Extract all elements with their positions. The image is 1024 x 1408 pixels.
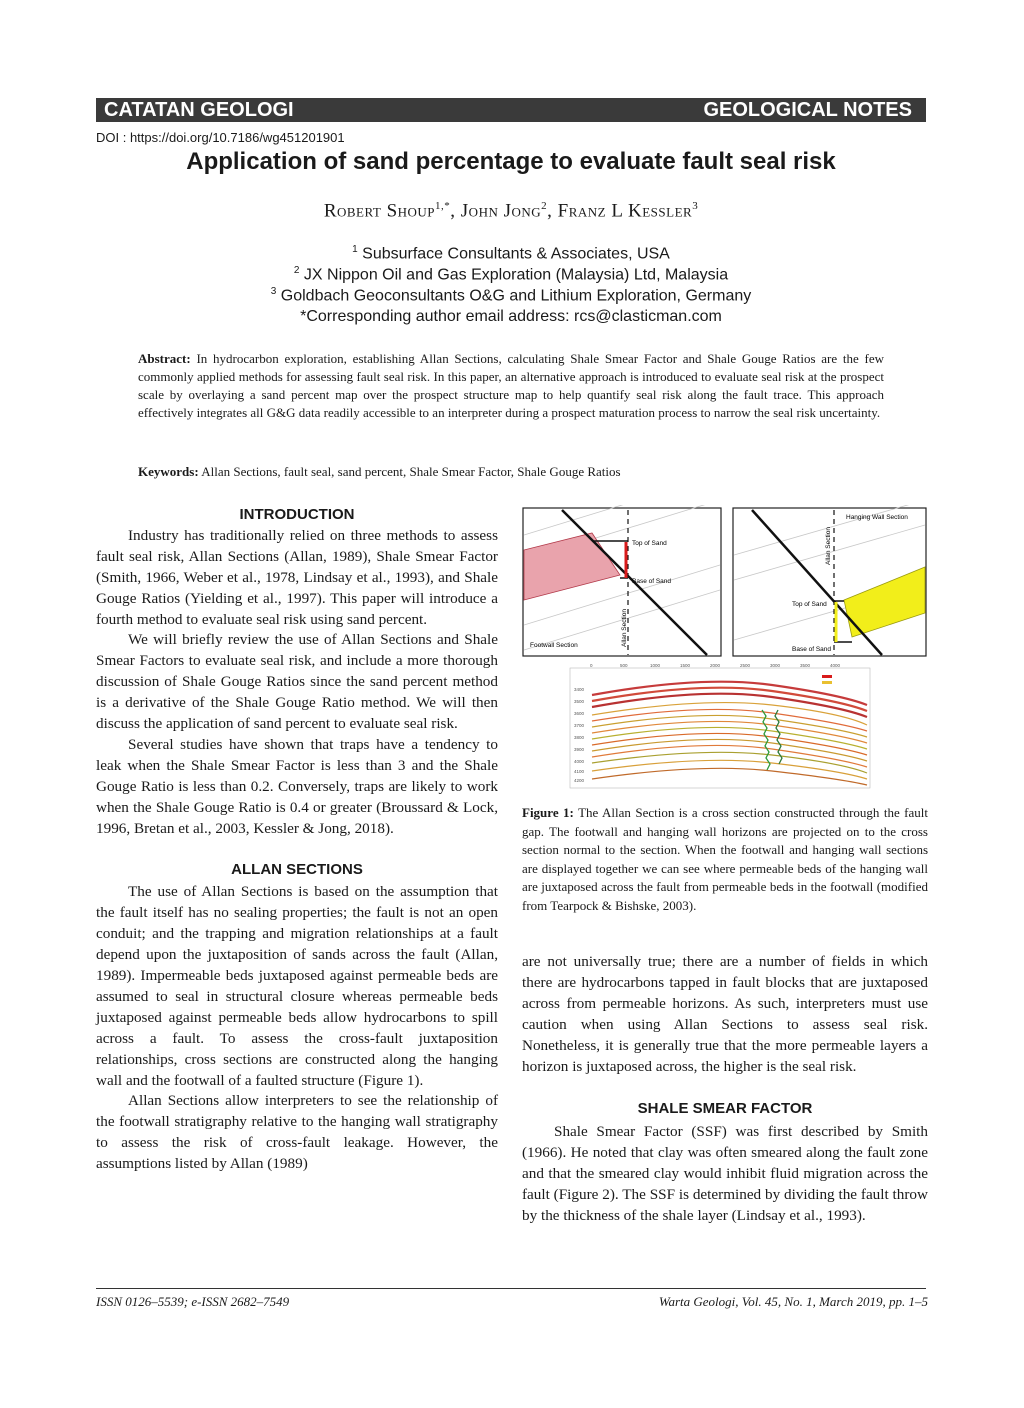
abstract-label: Abstract:	[138, 351, 191, 366]
x-tick: 1500	[680, 663, 691, 668]
figure-1	[522, 505, 928, 797]
y-tick: 3900	[574, 747, 585, 752]
footer-citation: Warta Geologi, Vol. 45, No. 1, March 2019, pp. 1–5	[658, 1294, 928, 1309]
paragraph: Shale Smear Factor (SSF) was first described by Smith (1966). He noted that clay was often smeared along the fault zone and that the smeared clay would inhibit fluid migration across the fault (Figure 2). The SSF is determined by dividing the fault throw by the thickness of the shale layer (Lindsay et al., 1993).	[522, 1123, 928, 1224]
caption-label: Figure 1:	[522, 805, 574, 820]
section-heading-introduction: INTRODUCTION	[239, 506, 355, 523]
aff-text: Subsurface Consultants & Associates, USA	[362, 245, 670, 263]
author-sup: 2	[541, 200, 548, 212]
keywords	[138, 464, 884, 480]
paragraph: are not universally true; there are a number of fields in which there are hydrocarbons tapped in fault blocks that are juxtaposed across from permeable horizons. As such, interpreters must use caution when using Allan Sections to assess seal risk. Nonetheless, it is generally true that the more permeable layers a horizon is juxtaposed across, the higher is the seal risk.	[522, 953, 928, 1075]
y-tick: 3600	[574, 711, 585, 716]
x-tick: 0	[590, 663, 593, 668]
paragraph: The use of Allan Sections is based on the assumption that the fault itself has no sealing properties; the fault is not an open conduit; and the trapping and migration relationships at a fault depend upon the juxtaposition of sands across the fault (Allan, 1989). Impermeable beds juxtaposed against permeable beds are assumed to seal in structural closure whereas permeable beds juxtaposed against permeable beds allow hydrocarbons to spill across a fault. To assess the cross-fault juxtaposition relationships, cross sections are constructed along the hanging wall and the footwall of a faulted structure (Figure 1).	[96, 883, 498, 1089]
aff-sup: 1	[352, 244, 358, 255]
hw-allan-label: Allan Section	[825, 527, 832, 565]
affiliation	[96, 286, 926, 305]
paragraph: Industry has traditionally relied on three methods to assess fault seal risk, Allan Sections (Allan, 1989), Shale Smear Factor (Smith, 1966, Weber et al., 1978, Lindsay et al., 1993), and Shale Gouge Ratios (Yielding et al., 1997). This paper will introduce a fourth method to evaluate seal risk using sand percent.	[96, 526, 498, 628]
y-tick: 3700	[574, 723, 585, 728]
aff-text: Goldbach Geoconsultants O&G and Lithium Exploration, Germany	[280, 287, 752, 305]
doi-line[interactable]: DOI : https://doi.org/10.7186/wg451201901	[96, 130, 345, 145]
author-name: Franz L Kessler	[557, 200, 693, 222]
x-tick: 1000	[650, 663, 661, 668]
left-column	[96, 505, 498, 1175]
paragraph: We will briefly review the use of Allan Sections and Shale Smear Factors to evaluate seal risk, and include a more thorough discussion of Shale Gouge Ratios since the sand percent method is a derivative of the Shale Gouge Ratio method. We will then discuss the application of sand percent to evaluate seal risk.	[96, 631, 498, 733]
hw-title-label: Hanging Wall Section	[846, 514, 908, 521]
hw-base-sand-label: Base of Sand	[792, 646, 832, 653]
header-left: CATATAN GEOLOGI	[104, 99, 294, 121]
fw-top-sand-label: Top of Sand	[632, 540, 667, 547]
y-tick: 4000	[574, 759, 585, 764]
author-list: Robert Shoup$^{1,*}$, John Jong$^2$, Franz L Kessler$^3$	[323, 200, 699, 222]
x-tick: 3500	[800, 663, 811, 668]
author-sup: 1,*	[435, 200, 451, 212]
x-tick: 4000	[830, 663, 841, 668]
figure-caption	[522, 804, 928, 915]
y-tick: 4200	[574, 778, 585, 783]
aff-sup: 2	[293, 265, 300, 276]
y-tick: 3500	[574, 699, 585, 704]
fw-section-label: Footwall Section	[530, 642, 578, 649]
y-tick: 4100	[574, 769, 585, 774]
footer-rule	[96, 1288, 926, 1289]
figure-1-graphic	[522, 505, 928, 797]
right-column	[522, 952, 928, 1227]
x-tick: 500	[620, 663, 628, 668]
paragraph: Several studies have shown that traps have a tendency to leak when the Shale Smear Factor is less than 3 and the Shale Gouge Ratio is less than 0.2. Conversely, traps are likely to work when the Shale Gouge Ratio is 0.4 or greater (Broussard & Lock, 1996, Bretan et al., 2003, Kessler & Jong, 2018).	[96, 735, 498, 837]
fw-allan-label: Allan Section	[621, 609, 628, 647]
footer-issn: ISSN 0126–5539; e-ISSN 2682–7549	[96, 1294, 290, 1309]
y-tick: 3800	[574, 735, 585, 740]
hw-top-sand-label: Top of Sand	[792, 601, 827, 608]
affiliation	[96, 244, 926, 263]
keywords-text: Allan Sections, fault seal, sand percent, Shale Smear Factor, Shale Gouge Ratios	[201, 464, 621, 479]
paper-title: Application of sand percentage to evaluate fault seal risk	[186, 148, 836, 175]
fw-base-sand-label: Base of Sand	[632, 578, 672, 585]
y-tick: 3400	[574, 687, 585, 692]
corresponding-author: *Corresponding author email address: rcs@clasticman.com	[300, 308, 722, 325]
section-heading-ssf: SHALE SMEAR FACTOR	[637, 1100, 813, 1118]
section-heading-allan: ALLAN SECTIONS	[231, 860, 363, 878]
x-tick: 3000	[770, 663, 781, 668]
author-sup: 3	[692, 200, 699, 212]
abstract-text: In hydrocarbon exploration, establishing Allan Sections, calculating Shale Smear Factor and Shale Gouge Ratios are the few commonly applied methods for assessing fault seal risk. In this paper, an alternative approach is introduced to evaluate seal risk at the prospect scale by overlaying a sand percent map over the prospect structure map to help quantify seal risk along the fault trace. This approach effectively integrates all G&G data readily accessible to an interpreter during a prospect maturation process to narrow the seal risk uncertainty.	[138, 351, 884, 420]
caption-text: The Allan Section is a cross section constructed through the fault gap. The footwall and hanging wall horizons are projected on to the cross section normal to the section. When the footwall and hanging wall sections are displayed together we can see where permeable beds of the hanging wall are juxtaposed across the fault from permeable beds in the footwall (modified from Tearpock & Bishske, 2003).	[522, 805, 929, 913]
affiliation	[96, 265, 926, 284]
x-tick: 2500	[740, 663, 751, 668]
paragraph: Allan Sections allow interpreters to see the relationship of the footwall stratigraphy relative to the hanging wall stratigraphy to assess the risk of cross-fault leakage. However, the assumptions listed by Allan (1989)	[96, 1092, 498, 1173]
x-tick: 2000	[710, 663, 721, 668]
aff-sup: 3	[270, 286, 277, 297]
aff-text: JX Nippon Oil and Gas Exploration (Malaysia) Ltd, Malaysia	[303, 266, 729, 284]
keywords-label: Keywords:	[138, 464, 199, 479]
author-name: Robert Shoup	[323, 200, 436, 222]
abstract	[138, 350, 884, 422]
header-right: GEOLOGICAL NOTES	[703, 99, 912, 121]
author-name: John Jong	[460, 200, 542, 222]
journal-header-bar	[96, 98, 926, 122]
